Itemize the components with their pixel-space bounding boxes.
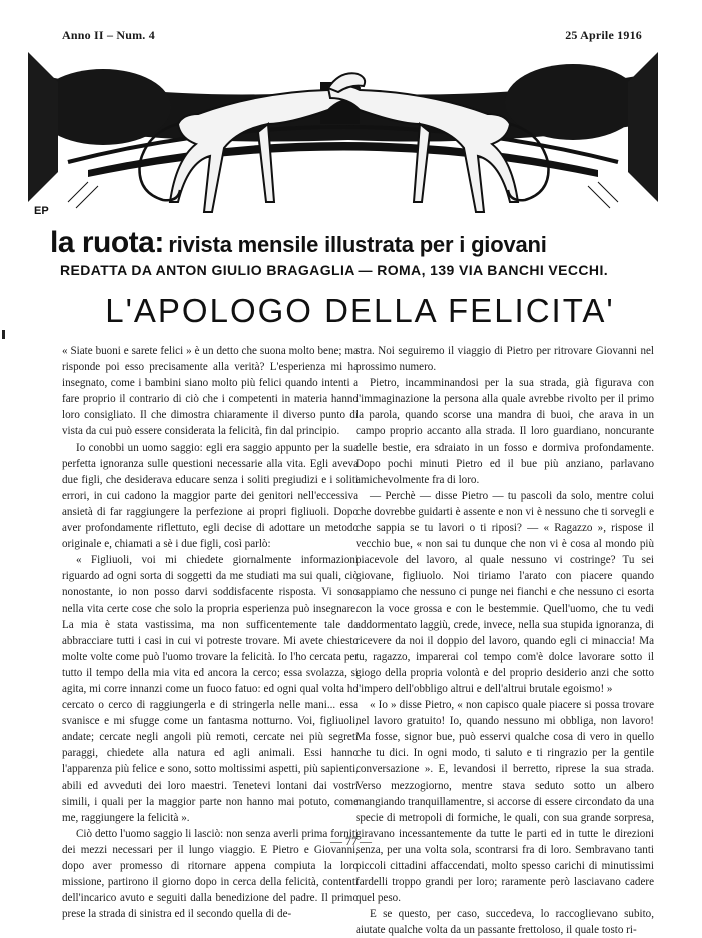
- left-wedge: [28, 52, 58, 202]
- page-number: — 77 —: [330, 834, 372, 848]
- paragraph: Ciò detto l'uomo saggio li lasciò: non senza averli prima forniti dei mezzi necessari per il lungo viaggio. E Pietro e Giovanni, dopo aver promesso di ritornare appena compiuta la loro missione, partirono il giorno dopo in cerca della felicità, contenti dell'incarico avuto e seguiti dalla benedizione del padre. Il primo prese la strada di sinistra ed il secondo quella di de-: [62, 827, 358, 921]
- right-bush: [505, 64, 641, 140]
- issue-number: Anno II – Num. 4: [62, 28, 155, 42]
- greyhounds-illustration: [28, 52, 658, 217]
- paragraph: Pietro, incamminandosi per la sua strada, già figurava con l'immaginazione la persona alla quale avrebbe rivolto per il primo la parola, quando scorse una mandra di buoi, che arava in un campo proprio accanto alla strada. Il loro guardiano, noncurante delle bestie, era sdraiato in un fosso e dormiva profondamente. Dopo pochi minuti Pietro ed il bue più anziano, parlavano amichevolmente fra di loro.: [356, 377, 654, 486]
- paragraph: « Figliuoli, voi mi chiedete giornalmente informazioni riguardo ad ogni sorta di soggetti da me studiati ma sui quali, ciò nonostante, io non posso darvi soddisfacente risposta. Vi sono nella vita certe cose che solo la propria esperienza può insegnare. La mia è stata vastissima, ma non sufficentemente tale da abbracciare tutti i casi in cui vi potreste trovare. Mi avete chiesto molte volte come può l'uomo trovare la felicità. Io l'ho cercata per tutto il tempo della mia vita ed ancora la cerco; essa svolazza, si agita, mi corre innanzi come un fuoco fatuo: ed ogni qual volta ho cercato o cerco di raggiungerla e di stringerla nelle mani... essa svanisce e mi sfugge come un fantasma notturno. Voi, figliuoli, andate; cercate negli angoli più remoti, cercate nei più segreti paraggi, chiedete alla natura ed agli animali. Essi hanno l'apparenza più felice e sono, sotto moltissimi aspetti, più sapienti, abili ed avveduti dei loro maestri. Tenetevi lontani dai vostri simili, i quali per la maggior parte non hanno mai potuto, come me, raggiungere la felicità ».: [62, 554, 358, 824]
- magazine-title: [50, 226, 670, 260]
- issue-date: 25 Aprile 1916: [565, 28, 642, 42]
- paragraph: « Siate buoni e sarete felici » è un detto che suona molto bene; ma risponde poi esso precisamente alla verità? L'esperienza mi ha insegnato, come i bambini siano molto più felici quando intenti a fare proprio il contrario di ciò che i competenti in materia hanno loro consigliato. Il che dimostra chiaramente il diverso punto di vista da cui può essere considerata la felicità, fin dal principio.: [62, 345, 358, 438]
- right-column: [356, 343, 654, 937]
- title-main: la ruota:: [50, 226, 164, 259]
- paragraph: Io conobbi un uomo saggio: egli era saggio appunto per la sua perfetta ignoranza sulle questioni necessarie alla vita. Egli aveva due figli, che desiderava educare senza i soliti pregiudizi e i soliti errori, in cui cadono la maggior parte dei genitori nell'eccessiva ansietà di far raggiungere la perfezione ai propri figliuoli. Dopo aver profondamente riflettuto, egli decise di adottare un metodo originale e, chiamati a sè i due figli, così parlò:: [62, 441, 358, 551]
- paragraph: stra. Noi seguiremo il viaggio di Pietro per ritrovare Giovanni nel prossimo numero.: [356, 345, 654, 374]
- editorial-line: REDATTA DA ANTON GIULIO BRAGAGLIA — ROMA, 139 VIA BANCHI VECCHI.: [60, 262, 609, 278]
- ground-band: [88, 142, 598, 177]
- article-headline: L'APOLOGO DELLA FELICITA': [105, 292, 615, 329]
- masthead-illustration: [28, 52, 658, 217]
- right-wedge: [628, 52, 658, 202]
- title-sub: rivista mensile illustrata per i giovani: [168, 232, 547, 257]
- paragraph: — Perchè — disse Pietro — tu pascoli da solo, mentre colui che dovrebbe guidarti è assente e non vi è nessuno che ti sorvegli e che sappia se tu lavori o ti riposi? — « Ragazzo », rispose il vecchio bue, « non sai tu dunque che non vi è cosa al mondo più piacevole del lavoro, al quale nessuno vi costringe? Tu sei giovane, figliuolo. Noi tiriamo l'arato con piacere quando sappiamo che nessuno ci punge nei fianchi e che nessuno ci esorta con la voce grossa e con le bestemmie. Quell'uomo, che tu vedi addormentato laggiù, crede, invece, nella sua stupida ignoranza, di ricevere da noi il doppio del lavoro, quando egli ci minaccia! Ma tu, ragazzo, imparerai col tempo com'è dolce lavorare sotto il giogo della propria volontà e del proprio desiderio anzi che sotto l'impero dell'obbligo altrui e dell'altrui brutale egoismo! »: [356, 489, 654, 695]
- artist-monogram: EP: [34, 205, 49, 217]
- margin-mark: [2, 330, 5, 339]
- paragraph: E se questo, per caso, succedeva, lo raccoglievano subito, aiutate qualche volta da un passante frettoloso, il quale tosto ri-: [356, 908, 654, 937]
- paragraph: « Io » disse Pietro, « non capisco quale piacere si possa trovare nel lavoro gratuito! Io, quando nessuno mi obbliga, non lavoro! Ma fosse, signor bue, può esservi qualche cosa di vero in quello che tu dici. In ogni modo, ti saluto e ti ringrazio per la gentile conversazione ». E, levandosi il berretto, riprese la sua strada. Verso mezzogiorno, mentre stava seduto sotto un albero mangiando tranquillamentre, si accorse di essere circondato da una specie di metropoli di formiche, le quali, con sua grande sorpresa, giravano incessantemente da tutte le parti ed in tutte le direzioni senza, per una volta sola, scontrarsi fra di loro. Sembravano tanti piccoli cittadini affaccendati, molto spesso carichi di minutissimi fardelli troppo grandi per loro; raramente però lasciavano cadere quel peso.: [356, 699, 654, 905]
